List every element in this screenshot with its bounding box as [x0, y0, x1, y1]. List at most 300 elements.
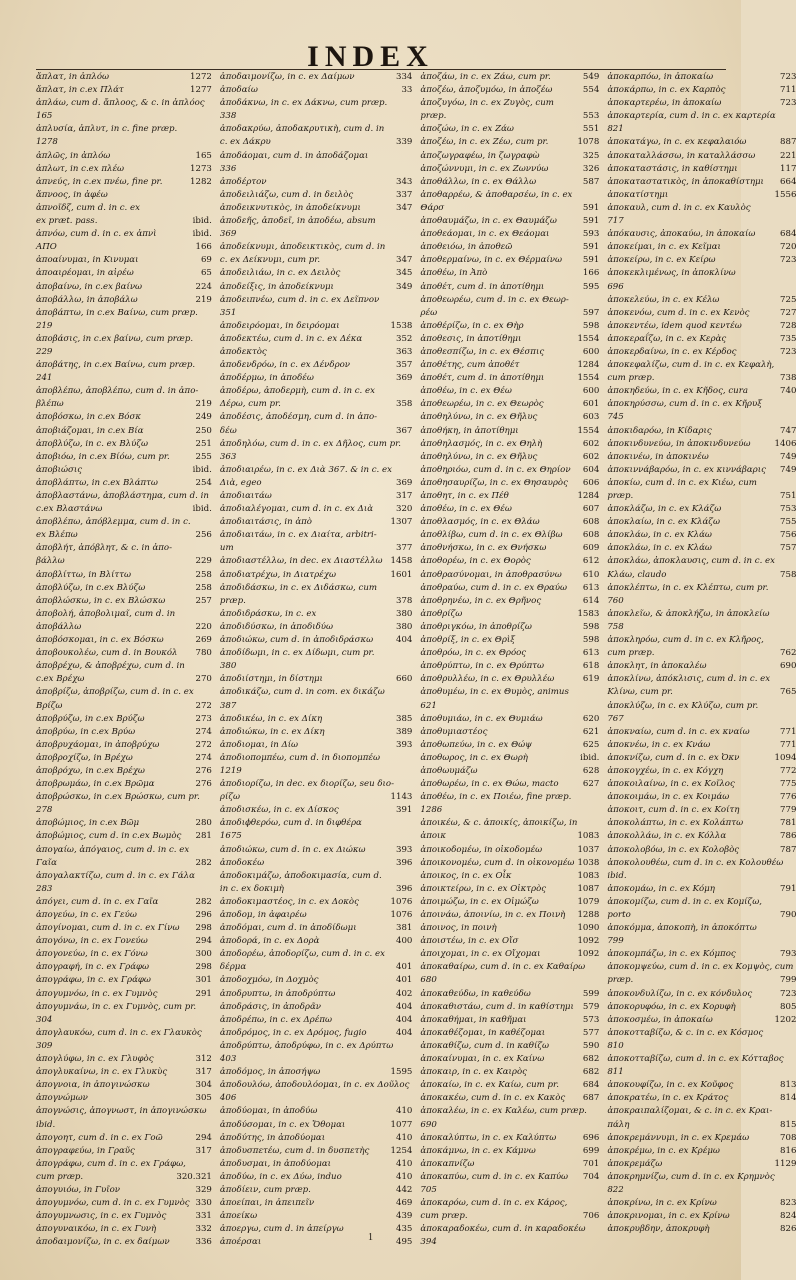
index-entry-page: 779: [780, 805, 796, 816]
index-entry-term: ἀποδεῆς, ἀποδεῖ, in ἀποδέω, absum: [219, 216, 376, 227]
index-entry-term: 799: [607, 936, 624, 947]
index-entry-page: 824: [780, 1211, 796, 1222]
index-entry-page: 320.321: [176, 1171, 212, 1182]
index-entry: [220, 1210, 413, 1223]
index-entry-term: ἀποθειόω, in ἀποθεῶ: [420, 242, 513, 253]
index-entry-page: 599: [582, 988, 600, 999]
index-entry: [420, 1145, 599, 1158]
index-entry: [36, 922, 212, 935]
index-entry: [607, 1158, 796, 1171]
index-entry-term: ἀποθωυμάζω: [420, 765, 478, 776]
index-entry-page: 619: [582, 674, 600, 685]
index-entry-page: 220: [195, 621, 212, 632]
index-entry-term: ἀποκρεμάζω: [607, 1158, 663, 1169]
index-entry-term: ἀποδιϕθερόω, cum d. in διφθέρα: [219, 818, 362, 829]
index-entry-term: ἀποκατάγω, in c. ex κεφαλαιόω: [607, 137, 747, 148]
index-entry: [420, 778, 599, 791]
index-entry: [220, 1040, 413, 1053]
index-entry-page: 258: [195, 582, 212, 593]
index-entry-page: 282: [195, 857, 212, 868]
index-entry: [36, 123, 212, 136]
index-entry-term: ἀποικ: [420, 831, 447, 842]
index-entry-term: ἀποβρυχάομαι, in ἀποβρύχω: [36, 739, 160, 750]
index-entry: [607, 1105, 796, 1118]
index-entry-page: 765: [780, 687, 796, 698]
index-entry: [36, 909, 212, 922]
index-entry-page: 1307: [390, 517, 413, 528]
index-entry-term: ἀποθαρρέω, & ἀποθαρσέω, in c. ex: [420, 189, 573, 200]
index-entry-term: ἀποδυσμαι, in ἀποδύομαι: [219, 1158, 331, 1169]
index-entry-term: ἀποδιώκω, in c. ex Δίκη: [219, 726, 325, 737]
index-entry-page: 609: [582, 543, 600, 554]
index-entry-page: 660: [396, 674, 413, 685]
index-entry: [607, 765, 796, 778]
index-entry-page: 1254: [390, 1145, 413, 1156]
index-entry: [607, 686, 796, 699]
index-entry-page: 256: [195, 530, 212, 541]
index-entry: [36, 1027, 212, 1040]
index-entry: [220, 136, 413, 149]
index-entry-page: 775: [780, 779, 796, 790]
index-entry-term: ἀποδύομαι, in ἀποδύω: [219, 1106, 318, 1117]
index-entry-page: 606: [582, 477, 600, 488]
index-entry: [607, 1171, 796, 1184]
index-entry: [220, 71, 413, 84]
index-entry-page: 369: [396, 477, 413, 488]
index-entry: [36, 1092, 212, 1105]
index-entry-page: 554: [582, 85, 600, 96]
index-entry-page: 258: [195, 569, 212, 580]
index-entry: [420, 215, 599, 228]
index-entry-page: 587: [582, 176, 600, 187]
index-entry-page: 598: [582, 621, 600, 632]
index-entry: [607, 870, 796, 883]
index-entry-page: 753: [780, 504, 796, 515]
index-entry-term: ἀποδιδύσκω, in ἀποδιδύω: [219, 621, 334, 632]
index-entry-page: 823: [780, 1198, 796, 1209]
index-entry-page: 396: [396, 883, 413, 894]
index-entry-page: 887: [780, 137, 796, 148]
index-entry-page: 776: [780, 792, 796, 803]
index-entry-page: 117: [780, 163, 796, 174]
index-entry-term: ἀποκαιρ, in c. ex Καιρὸς: [420, 1067, 527, 1078]
index-entry-term: ἀποεργω, cum d. in ἀπείργω: [219, 1224, 344, 1235]
index-entry-page: 706: [582, 1211, 600, 1222]
index-entry-term: ἀποδύω, in c. ex Δύω, induo: [219, 1171, 342, 1182]
index-entry-term: ἀποθεάομαι, in c. ex Θεάομαι: [420, 229, 550, 240]
index-entry-page: 1595: [390, 1067, 413, 1078]
index-entry-term: ἀπογυμνόω, in c. ex Γυμνὸς: [36, 988, 158, 999]
index-entry-term: 241: [36, 373, 53, 384]
index-entry: [220, 844, 413, 857]
index-entry: [607, 123, 796, 136]
index-entry-page: 604: [582, 464, 600, 475]
index-entry-term: ex Βλέπω: [36, 530, 78, 541]
index-entry-page: 625: [582, 739, 600, 750]
index-entry: [420, 398, 599, 411]
index-entry: [607, 582, 796, 595]
index-entry: [420, 110, 599, 123]
index-entry: [420, 123, 599, 136]
index-entry-term: ἀποκαταλλάσσω, in καταλλάσσω: [607, 150, 756, 161]
index-entry-term: ἀποκρατέω, in c. ex Κράτος: [607, 1093, 729, 1104]
index-entry-term: ἀποθρυλλέω, in c. ex Θρυλλέω: [420, 674, 555, 685]
index-entry-term: ἀποδισκέω, in c. ex Δίσκος: [219, 805, 339, 816]
index-entry: [607, 1092, 796, 1105]
index-entry: [607, 660, 796, 673]
index-entry: [607, 608, 796, 621]
index-entry-term: ἀποβλέπω, ἀπόβλεμμα, cum d. in c.: [36, 517, 191, 528]
index-entry-term: ἀποδείκνυμι, ἀποδεικτικὸς, cum d. in: [219, 242, 386, 253]
index-entry: [607, 529, 796, 542]
index-entry: [220, 1014, 413, 1027]
index-entry-term: ἀποδειλιάζω, cum d. in δειλὸς: [219, 189, 354, 200]
index-entry-term: cum præp.: [607, 648, 655, 659]
index-entry: [36, 477, 212, 490]
index-entry: [607, 1001, 796, 1014]
index-entry-page: 274: [195, 752, 212, 763]
index-entry-term: ἀπογραφή, in c. ex Γράφω: [36, 962, 150, 973]
index-entry: [420, 935, 599, 948]
index-entry: [607, 202, 796, 215]
index-entry: [220, 660, 413, 673]
index-entry: [220, 922, 413, 935]
index-entry-page: 367: [396, 425, 413, 436]
index-entry: [607, 857, 796, 870]
index-entry-term: ἀποθρίζω: [420, 608, 463, 619]
index-entry: [607, 267, 796, 280]
index-entry: [420, 254, 599, 267]
index-entry-term: ἀποδιδράσκω, in c. ex: [219, 608, 317, 619]
index-entry-term: ἀποθέτ, cum d. in ἀποτίθημι: [420, 281, 545, 292]
index-entry-term: ἀποκαίνυμαι, in c. ex Καίνω: [420, 1054, 545, 1065]
index-entry: [220, 503, 413, 516]
index-entry-page: ibid.: [192, 216, 212, 227]
index-entry-term: ἀποιστέω, in c. ex Οἴσ: [420, 936, 519, 947]
index-entry: [607, 307, 796, 320]
index-entry: [220, 1027, 413, 1040]
index-entry: [36, 660, 212, 673]
index-entry: [607, 673, 796, 686]
index-entry-page: 600: [582, 386, 600, 397]
index-entry-term: porto: [607, 910, 631, 920]
index-entry-page: 363: [396, 346, 413, 357]
index-entry-page: 627: [582, 779, 600, 790]
index-entry-term: ἀποθάλλω, in c. ex Θάλλω: [420, 176, 537, 187]
index-entry-page: 380: [396, 608, 413, 619]
index-entry-page: 591: [582, 255, 600, 266]
index-entry-term: ἀποθρίξ, in c. ex Θρὶξ: [420, 635, 515, 646]
index-entry: [36, 988, 212, 1001]
index-entry-term: Βρίζω: [36, 700, 63, 711]
index-entry-page: 381: [396, 923, 413, 934]
index-entry: [420, 569, 599, 582]
index-entry-term: ἀποθραύω, cum d. in c. ex Θραύω: [420, 582, 568, 593]
index-entry-term: ἀποβλύζω, in c.ex Βλύζω: [36, 582, 146, 593]
index-entry-term: 219: [36, 320, 53, 331]
index-entry: [36, 385, 212, 398]
index-entry-page: 1038: [577, 857, 600, 868]
index-entry: [420, 1040, 599, 1053]
index-entry: [420, 438, 599, 451]
index-entry: [607, 372, 796, 385]
index-column-1: [36, 71, 212, 1249]
index-entry: [36, 1053, 212, 1066]
index-entry-term: ἀποκλητ, in ἀποκαλέω: [607, 661, 707, 672]
index-entry: [220, 857, 413, 870]
index-entry-term: ἀπογονεύω, in c. ex Γόνω: [36, 949, 148, 960]
index-entry-page: 758: [780, 569, 796, 580]
index-entry: [220, 1105, 413, 1118]
index-entry-term: ἀποδρόμος, in c. ex Δρόμος, fugio: [219, 1027, 367, 1038]
index-entry-term: ἀποθρασύνομαι, in ἀποθρασύνω: [420, 569, 562, 580]
index-entry-page: 595: [582, 281, 600, 292]
index-entry-page: 1282: [190, 176, 212, 187]
index-entry-page: 593: [582, 229, 600, 240]
index-entry-term: ibid.: [607, 870, 627, 881]
index-entry: [420, 673, 599, 686]
index-entry: [607, 189, 796, 202]
index-entry: [36, 621, 212, 634]
index-entry: [420, 1119, 599, 1132]
index-entry: [36, 1145, 212, 1158]
index-entry: [607, 150, 796, 163]
page-folio: 1: [368, 1232, 373, 1243]
index-entry-page: 723: [780, 255, 796, 266]
index-entry-term: ρέω: [420, 307, 438, 318]
index-entry: [220, 791, 413, 804]
index-entry-page: 1284: [577, 491, 600, 501]
index-entry-page: 1273: [190, 163, 212, 174]
index-entry: [36, 1040, 212, 1053]
index-entry-page: 723: [780, 72, 796, 82]
index-entry-term: 821: [607, 124, 624, 135]
index-entry: [607, 634, 796, 647]
index-entry-page: 410: [396, 1132, 413, 1143]
index-entry-term: ἀποκρινομαι, in c. ex Κρίνω: [607, 1211, 730, 1222]
index-entry-term: ἀποβλέπω, ἀποβλέπω, cum d. in ἀπο-: [36, 386, 199, 397]
index-entry-page: 601: [582, 399, 600, 410]
index-entry-term: ἀποθρύπτω, in c. ex Θρύπτω: [420, 661, 545, 672]
index-entry: [420, 1066, 599, 1079]
index-entry-page: 612: [582, 556, 600, 567]
index-entry-term: ἀποκεντέω, idem quod κεντέω: [607, 320, 742, 331]
index-entry-term: ἀποκνίζω, cum d. in c. ex Ὀκν: [607, 752, 740, 763]
index-entry: [220, 804, 413, 817]
index-entry: [220, 713, 413, 726]
index-entry-term: ἀποκοσμέω, in ἀποκαίω: [607, 1014, 713, 1025]
index-entry-term: ἀποκομίζω, cum d. in c. ex Κομίζω,: [607, 896, 762, 907]
index-entry: [36, 294, 212, 307]
index-entry: [607, 1119, 796, 1132]
index-entry: [220, 529, 413, 542]
index-entry-page: 305: [195, 1093, 212, 1104]
index-entry-term: 380: [219, 661, 237, 672]
index-entry: [420, 988, 599, 1001]
index-entry-term: ἀποθυμιαστέος: [420, 726, 488, 737]
index-entry: [607, 778, 796, 791]
index-entry-page: 404: [396, 1014, 413, 1025]
index-entry: [36, 307, 212, 320]
index-entry-term: ἀποκοτταβίζω, cum d. in c. ex Κότταβος: [607, 1054, 784, 1065]
index-entry-term: ἀποκνέω, in c. ex Κνάω: [607, 739, 711, 750]
index-entry: [220, 477, 413, 490]
index-entry-page: 69: [200, 255, 212, 266]
index-entry-term: ἀποκονδυλίζω, in c. ex κόνδυλος: [607, 988, 753, 999]
index-entry: [220, 189, 413, 202]
index-entry-page: 301: [195, 975, 212, 986]
index-entry: [220, 1158, 413, 1171]
index-entry-page: 682: [582, 1054, 600, 1065]
index-entry-term: ἀποδειπνέω, cum d. in c. ex Δεῖπνον: [219, 294, 380, 305]
index-entry-term: ἀποβρωμάω, in c.ex Βρῶμα: [36, 779, 155, 790]
index-entry-page: 553: [582, 111, 600, 122]
index-entry-page: 442: [396, 1184, 413, 1195]
index-entry: [36, 71, 212, 84]
index-entry-page: 219: [195, 294, 212, 305]
index-entry: [607, 136, 796, 149]
index-entry-term: ἀποκλύζω, in c. ex Κλύζω, cum pr.: [607, 700, 759, 711]
index-entry-term: ἀποβάλλω, in ἀποβάλω: [36, 294, 138, 305]
index-entry-term: ἀποκρίνω, in c. ex Κρίνω: [607, 1198, 717, 1209]
index-entry-term: ἀποκλάω, ἀποκλαυσις, cum d. in c. ex: [607, 556, 775, 567]
index-entry: [220, 110, 413, 123]
index-entry: [607, 1132, 796, 1145]
index-entry-page: 391: [396, 805, 413, 816]
index-entry-term: ἀποβλώσκω, in c. ex Βλώσκω: [36, 595, 166, 606]
index-entry-term: ἀποθέω, in c. ex Θέω: [420, 504, 512, 515]
index-entry: [607, 569, 796, 582]
index-entry: [36, 1132, 212, 1145]
index-entry: [220, 1119, 413, 1132]
index-entry: [220, 569, 413, 582]
index-entry: [220, 372, 413, 385]
index-entry-term: ἀποδιαιτάσις, in ἀπὸ: [219, 517, 312, 528]
index-entry-term: ἀποδείξις, in ἀποδείκνυμι: [219, 281, 334, 292]
index-entry-term: præp.: [420, 111, 447, 122]
index-entry: [420, 333, 599, 346]
index-entry-term: ἀποκολάπτω, in c. ex Κολάπτω: [607, 818, 744, 829]
index-entry-page: 723: [780, 988, 796, 999]
index-entry: [36, 555, 212, 568]
index-entry: [420, 346, 599, 359]
index-entry-term: ἀποκοτταβίζω, & c. in c. ex Κόσμος: [607, 1027, 764, 1038]
index-entry: [36, 281, 212, 294]
index-entry: [607, 752, 796, 765]
index-entry-term: ἀποζέω, in c. ex Ζέω, cum pr.: [420, 137, 549, 148]
index-entry: [36, 267, 212, 280]
index-entry-term: ἄπλατ, in c.ex Πλάτ: [36, 85, 124, 96]
index-entry: [607, 333, 796, 346]
index-entry-term: ἀποθέω, in c. ex Ποιέω, fine præp.: [420, 792, 572, 803]
index-entry-page: 608: [582, 517, 600, 528]
index-entry-page: 711: [780, 85, 796, 96]
index-entry-page: 780: [195, 648, 212, 659]
index-entry: [220, 700, 413, 713]
index-entry: [220, 438, 413, 451]
index-entry-page: 1583: [577, 608, 600, 619]
index-entry-term: ἀποκαρτερία, cum d. in c. ex καρτερία: [607, 111, 776, 122]
index-entry: [607, 1145, 796, 1158]
index-entry-term: ἀποζωγραφέω, in ζωγραφὼ: [420, 150, 540, 161]
index-entry: [36, 333, 212, 346]
index-entry-page: 166: [195, 242, 212, 253]
index-entry-term: 278: [36, 805, 53, 816]
index-entry: [220, 1132, 413, 1145]
index-entry-term: ἀποθέρίζω, in c. ex Θὴρ: [420, 320, 524, 331]
index-entry-term: 406: [219, 1093, 237, 1104]
index-entry: [420, 1158, 599, 1171]
index-entry-page: 330: [195, 1198, 212, 1209]
index-entry-term: ἀποθνήσκω, in c. ex Θνήσκω: [420, 543, 547, 554]
index-entry-term: ἀποθαυμάζω, in c. ex Θαυμάζω: [420, 216, 557, 227]
index-entry: [420, 542, 599, 555]
index-entry: [420, 870, 599, 883]
index-entry-term: ἀποκλάζω, in c. ex Κλάζω: [607, 504, 722, 515]
index-entry-term: ἀπλάω, cum d. ἄπλοος, & c. in ἁπλόος: [36, 98, 205, 109]
index-entry-term: ἀποκρέμω, in c. ex Κρέμω: [607, 1145, 720, 1156]
index-entry-page: 404: [396, 1027, 413, 1038]
index-entry-term: ἀποκαθέζομαι, in καθέζομαι: [420, 1027, 546, 1038]
index-entry: [220, 1145, 413, 1158]
index-entry-term: Γαῖα: [36, 857, 57, 868]
index-entry-page: 165: [195, 150, 212, 161]
index-entry-term: ἀποθέτης, cum ἀποθέτ: [420, 360, 520, 371]
index-entry: [220, 215, 413, 228]
index-entry: [607, 1027, 796, 1040]
index-entry-page: 317: [396, 491, 413, 501]
index-entry-term: ἀποκλεῖω, & ἀποκλήζω, in ἀποκλείω: [607, 608, 770, 619]
index-entry: [36, 857, 212, 870]
index-entry-term: ἀποαίνυμαι, in Κινυμαι: [36, 255, 139, 266]
index-entry-page: 551: [582, 124, 600, 135]
index-entry-term: ἀποζάω, in c. ex Ζάω, cum pr.: [420, 72, 551, 82]
index-entry-page: 573: [582, 1014, 600, 1025]
index-entry: [220, 359, 413, 372]
index-entry-page: 620: [582, 713, 600, 724]
index-entry-page: 600: [582, 346, 600, 357]
index-entry: [36, 425, 212, 438]
index-entry: [607, 320, 796, 333]
index-entry: [220, 1053, 413, 1066]
index-entry: [36, 411, 212, 424]
index-entry: [420, 372, 599, 385]
index-entry-page: 380: [396, 621, 413, 632]
index-entry: [220, 1171, 413, 1184]
index-entry: [420, 385, 599, 398]
index-entry: [36, 1210, 212, 1223]
index-entry-term: ἀποδομ, in ἀφαιρέω: [219, 910, 307, 920]
index-entry-term: c.ex Βρέχω: [36, 674, 85, 685]
index-entry: [607, 700, 796, 713]
index-entry-page: 1090: [577, 923, 600, 934]
index-entry-term: ἀποκαρτερέω, in ἀποκαίω: [607, 98, 722, 109]
index-entry-term: ἀποθέτ, cum d. in ἀποτίθημι: [420, 373, 545, 384]
index-entry-term: ἀποθεσπίζω, in c. ex Θέσπις: [420, 346, 545, 357]
index-entry-page: 402: [396, 988, 413, 999]
index-entry-term: ἀποδαιμονίζω, in c. ex δαίμων: [36, 1237, 170, 1248]
index-entry-term: ἀπογνώσις, ἀπογνωστ, in ἀπογινώσκω: [36, 1106, 207, 1117]
index-entry-term: ἀποδέρτον: [219, 176, 267, 187]
index-entry: [607, 411, 796, 424]
index-entry-term: ἀποθεωρέω, cum d. in c. ex Θεωρ-: [420, 294, 569, 305]
index-entry: [36, 503, 212, 516]
index-entry-page: 1538: [390, 320, 413, 331]
index-entry: [220, 739, 413, 752]
index-entry-term: 811: [607, 1067, 624, 1078]
index-entry-term: ἀποκρυβδην, ἀποκρυφὴ: [607, 1224, 710, 1235]
index-entry: [36, 202, 212, 215]
